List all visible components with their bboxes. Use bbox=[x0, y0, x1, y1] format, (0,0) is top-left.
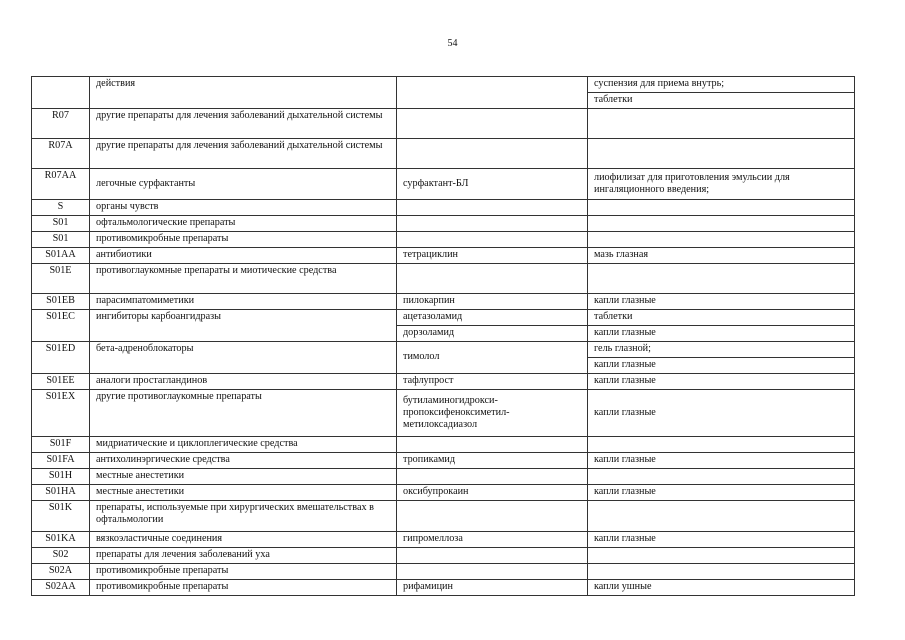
atc-code-cell: S01EC bbox=[32, 310, 90, 342]
group-cell: препараты для лечения заболеваний уха bbox=[90, 548, 397, 564]
drug-cell: пилокарпин bbox=[397, 294, 588, 310]
atc-code-cell: R07AA bbox=[32, 169, 90, 200]
table-row bbox=[32, 232, 855, 248]
drug-cell bbox=[397, 109, 588, 139]
atc-code-cell: S01H bbox=[32, 469, 90, 485]
group-cell: противомикробные препараты bbox=[90, 580, 397, 596]
medication-table bbox=[31, 76, 855, 596]
table-row bbox=[32, 216, 855, 232]
group-cell: бета-адреноблокаторы bbox=[90, 342, 397, 374]
atc-code-cell: S01 bbox=[32, 232, 90, 248]
drug-cell: оксибупрокаин bbox=[397, 485, 588, 501]
group-cell: антибиотики bbox=[90, 248, 397, 264]
drug-cell: тропикамид bbox=[397, 453, 588, 469]
table-row bbox=[32, 248, 855, 264]
atc-code-cell: S01EE bbox=[32, 374, 90, 390]
atc-code-cell: S01F bbox=[32, 437, 90, 453]
table-row bbox=[32, 548, 855, 564]
drug-cell: рифамицин bbox=[397, 580, 588, 596]
drug-cell: гипромеллоза bbox=[397, 532, 588, 548]
atc-code-cell: R07A bbox=[32, 139, 90, 169]
form-cell bbox=[588, 548, 855, 564]
atc-code-cell bbox=[32, 77, 90, 109]
atc-code-cell: S01KA bbox=[32, 532, 90, 548]
group-cell: легочные сурфактанты bbox=[90, 169, 397, 200]
group-cell: местные анестетики bbox=[90, 485, 397, 501]
atc-code-cell: S01 bbox=[32, 216, 90, 232]
drug-cell: тафлупрост bbox=[397, 374, 588, 390]
table-row bbox=[32, 169, 855, 200]
atc-code-cell: S bbox=[32, 200, 90, 216]
table-row bbox=[32, 139, 855, 169]
atc-code-cell: S01E bbox=[32, 264, 90, 294]
form-cell: капли глазные bbox=[588, 326, 855, 342]
form-cell: лиофилизат для приготовления эмульсии для ингаляционного введения; bbox=[588, 169, 855, 200]
drug-cell: ацетазоламид bbox=[397, 310, 588, 326]
table-row bbox=[32, 453, 855, 469]
atc-code-cell: S01HA bbox=[32, 485, 90, 501]
table-row bbox=[32, 310, 855, 326]
drug-cell: дорзоламид bbox=[397, 326, 588, 342]
group-cell: органы чувств bbox=[90, 200, 397, 216]
drug-cell bbox=[397, 469, 588, 485]
form-cell: капли глазные bbox=[588, 453, 855, 469]
table-row bbox=[32, 485, 855, 501]
form-cell: таблетки bbox=[588, 310, 855, 326]
group-cell: офтальмологические препараты bbox=[90, 216, 397, 232]
page-number: 54 bbox=[447, 38, 458, 49]
table-row bbox=[32, 200, 855, 216]
form-cell: капли глазные bbox=[588, 390, 855, 437]
form-cell: таблетки bbox=[588, 93, 855, 109]
atc-code-cell: S01ED bbox=[32, 342, 90, 374]
group-cell: другие препараты для лечения заболеваний дыхательной системы bbox=[90, 109, 397, 139]
group-cell: антихолинэргические средства bbox=[90, 453, 397, 469]
table-row bbox=[32, 294, 855, 310]
atc-code-cell: S01AA bbox=[32, 248, 90, 264]
table-row bbox=[32, 501, 855, 532]
drug-cell bbox=[397, 200, 588, 216]
atc-code-cell: S01FA bbox=[32, 453, 90, 469]
drug-cell bbox=[397, 216, 588, 232]
drug-cell: тимолол bbox=[397, 342, 588, 374]
table-row bbox=[32, 374, 855, 390]
drug-cell bbox=[397, 77, 588, 109]
form-cell bbox=[588, 200, 855, 216]
drug-cell bbox=[397, 264, 588, 294]
table-row bbox=[32, 342, 855, 358]
form-cell bbox=[588, 437, 855, 453]
drug-cell bbox=[397, 501, 588, 532]
atc-code-cell: S01EB bbox=[32, 294, 90, 310]
drug-cell bbox=[397, 232, 588, 248]
group-cell: парасимпатомиметики bbox=[90, 294, 397, 310]
form-cell: капли глазные bbox=[588, 294, 855, 310]
form-cell: суспензия для приема внутрь; bbox=[588, 77, 855, 93]
form-cell bbox=[588, 469, 855, 485]
group-cell: препараты, используемые при хирургических вмешательствах в офтальмологии bbox=[90, 501, 397, 532]
group-cell: местные анестетики bbox=[90, 469, 397, 485]
form-cell: капли глазные bbox=[588, 374, 855, 390]
table-row bbox=[32, 437, 855, 453]
table-row bbox=[32, 77, 855, 93]
table-row bbox=[32, 580, 855, 596]
form-cell: капли ушные bbox=[588, 580, 855, 596]
form-cell bbox=[588, 564, 855, 580]
drug-cell: бутиламиногидрокси-пропоксифеноксиметил-метилоксадиазол bbox=[397, 390, 588, 437]
atc-code-cell: S02A bbox=[32, 564, 90, 580]
atc-code-cell: S01EX bbox=[32, 390, 90, 437]
form-cell bbox=[588, 216, 855, 232]
form-cell: капли глазные bbox=[588, 532, 855, 548]
group-cell: противоглаукомные препараты и миотические средства bbox=[90, 264, 397, 294]
group-cell: противомикробные препараты bbox=[90, 232, 397, 248]
drug-cell bbox=[397, 564, 588, 580]
table-row bbox=[32, 469, 855, 485]
drug-cell: сурфактант-БЛ bbox=[397, 169, 588, 200]
drug-cell bbox=[397, 548, 588, 564]
table-row bbox=[32, 264, 855, 294]
atc-code-cell: S02 bbox=[32, 548, 90, 564]
table-row bbox=[32, 390, 855, 437]
form-cell: мазь глазная bbox=[588, 248, 855, 264]
form-cell: гель глазной; bbox=[588, 342, 855, 358]
atc-code-cell: R07 bbox=[32, 109, 90, 139]
form-cell bbox=[588, 501, 855, 532]
table-row bbox=[32, 532, 855, 548]
group-cell: мидриатические и циклоплегические средства bbox=[90, 437, 397, 453]
drug-cell bbox=[397, 139, 588, 169]
form-cell bbox=[588, 264, 855, 294]
form-cell bbox=[588, 232, 855, 248]
atc-code-cell: S01K bbox=[32, 501, 90, 532]
atc-code-cell: S02AA bbox=[32, 580, 90, 596]
form-cell bbox=[588, 139, 855, 169]
drug-cell bbox=[397, 437, 588, 453]
form-cell: капли глазные bbox=[588, 358, 855, 374]
drug-cell: тетрациклин bbox=[397, 248, 588, 264]
table-row bbox=[32, 564, 855, 580]
group-cell: противомикробные препараты bbox=[90, 564, 397, 580]
group-cell: аналоги простагландинов bbox=[90, 374, 397, 390]
group-cell: другие препараты для лечения заболеваний дыхательной системы bbox=[90, 139, 397, 169]
group-cell: другие противоглаукомные препараты bbox=[90, 390, 397, 437]
table-row bbox=[32, 109, 855, 139]
group-cell: ингибиторы карбоангидразы bbox=[90, 310, 397, 342]
form-cell bbox=[588, 109, 855, 139]
group-cell: вязкоэластичные соединения bbox=[90, 532, 397, 548]
form-cell: капли глазные bbox=[588, 485, 855, 501]
group-cell: действия bbox=[90, 77, 397, 109]
